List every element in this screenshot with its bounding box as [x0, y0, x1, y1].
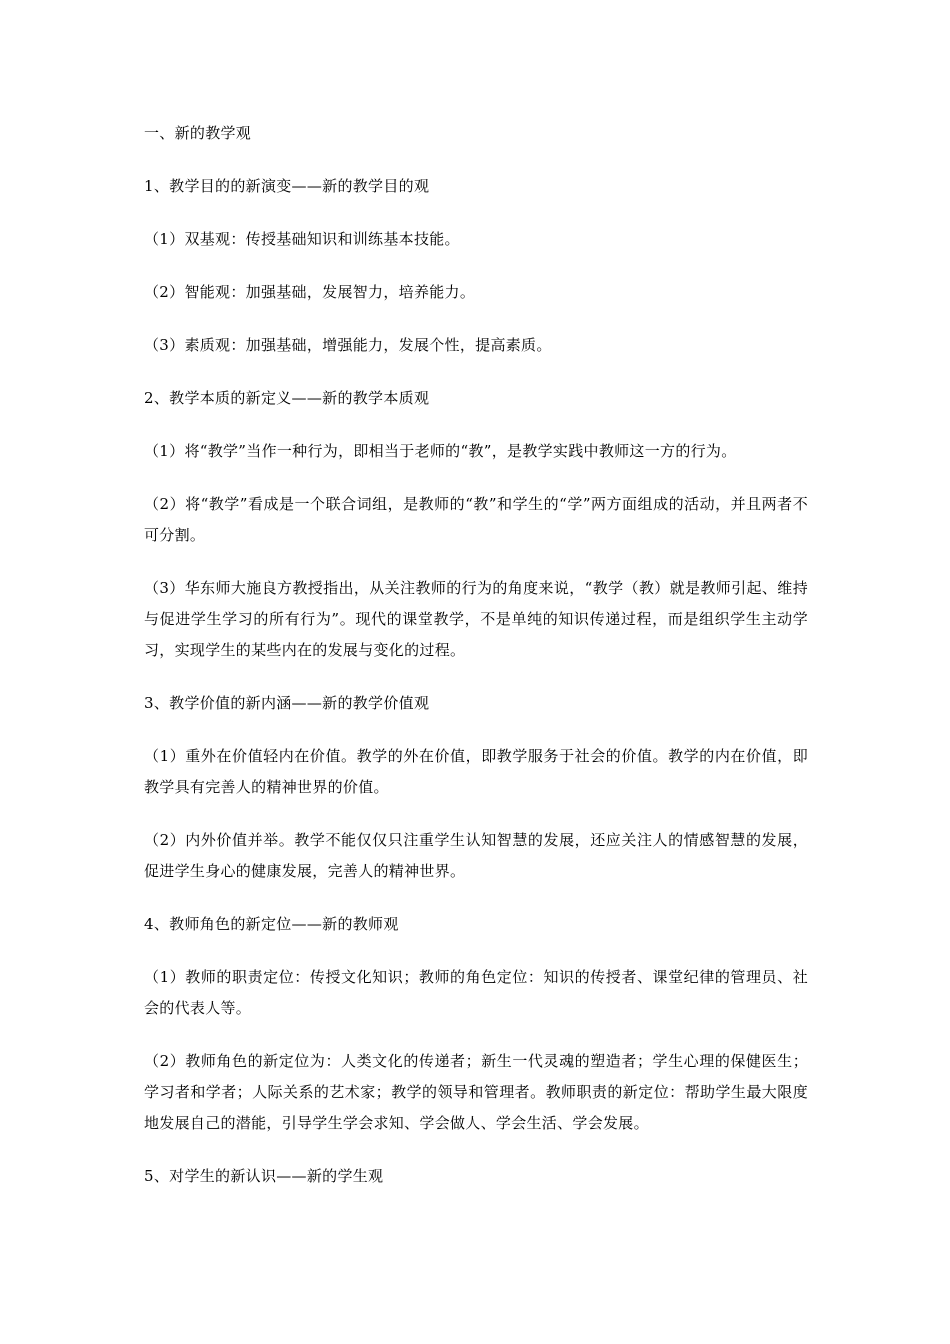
paragraph: （3）华东师大施良方教授指出，从关注教师的行为的角度来说，“教学（教）就是教师引起、维持与促进学生学习的所有行为”。现代的课堂教学，不是单纯的知识传递过程，而是组织学生主动学习，实现学生的某些内在的发展与变化的过程。 [144, 579, 808, 659]
paragraph: （1）重外在价值轻内在价值。教学的外在价值，即教学服务于社会的价值。教学的内在价值，即教学具有完善人的精神世界的价值。 [144, 747, 808, 796]
paragraph: （2）内外价值并举。教学不能仅仅只注重学生认知智慧的发展，还应关注人的情感智慧的发展，促进学生身心的健康发展，完善人的精神世界。 [144, 831, 808, 880]
subsection-heading: 5、对学生的新认识——新的学生观 [144, 1167, 384, 1185]
document-page [144, 118, 808, 1214]
paragraph: （2）将“教学”看成是一个联合词组，是教师的“教”和学生的“学”两方面组成的活动，并且两者不可分割。 [144, 495, 808, 544]
subsection-heading: 1、教学目的的新演变——新的教学目的观 [144, 177, 430, 195]
subsection-heading: 2、教学本质的新定义——新的教学本质观 [144, 389, 430, 407]
paragraph: （1）双基观：传授基础知识和训练基本技能。 [144, 230, 460, 248]
section-heading: 一、新的教学观 [144, 124, 252, 142]
paragraph: （2）智能观：加强基础，发展智力，培养能力。 [144, 283, 476, 301]
paragraph: （3）素质观：加强基础，增强能力，发展个性，提高素质。 [144, 336, 552, 354]
paragraph: （1）教师的职责定位：传授文化知识；教师的角色定位：知识的传授者、课堂纪律的管理员、社会的代表人等。 [144, 968, 808, 1017]
paragraph: （1）将“教学”当作一种行为，即相当于老师的“教”，是教学实践中教师这一方的行为。 [144, 442, 737, 460]
paragraph: （2）教师角色的新定位为：人类文化的传递者；新生一代灵魂的塑造者；学生心理的保健医生；学习者和学者；人际关系的艺术家；教学的领导和管理者。教师职责的新定位：帮助学生最大限度地发展自己的潜能，引导学生学会求知、学会做人、学会生活、学会发展。 [144, 1052, 808, 1132]
subsection-heading: 3、教学价值的新内涵——新的教学价值观 [144, 694, 430, 712]
subsection-heading: 4、教师角色的新定位——新的教师观 [144, 915, 399, 933]
